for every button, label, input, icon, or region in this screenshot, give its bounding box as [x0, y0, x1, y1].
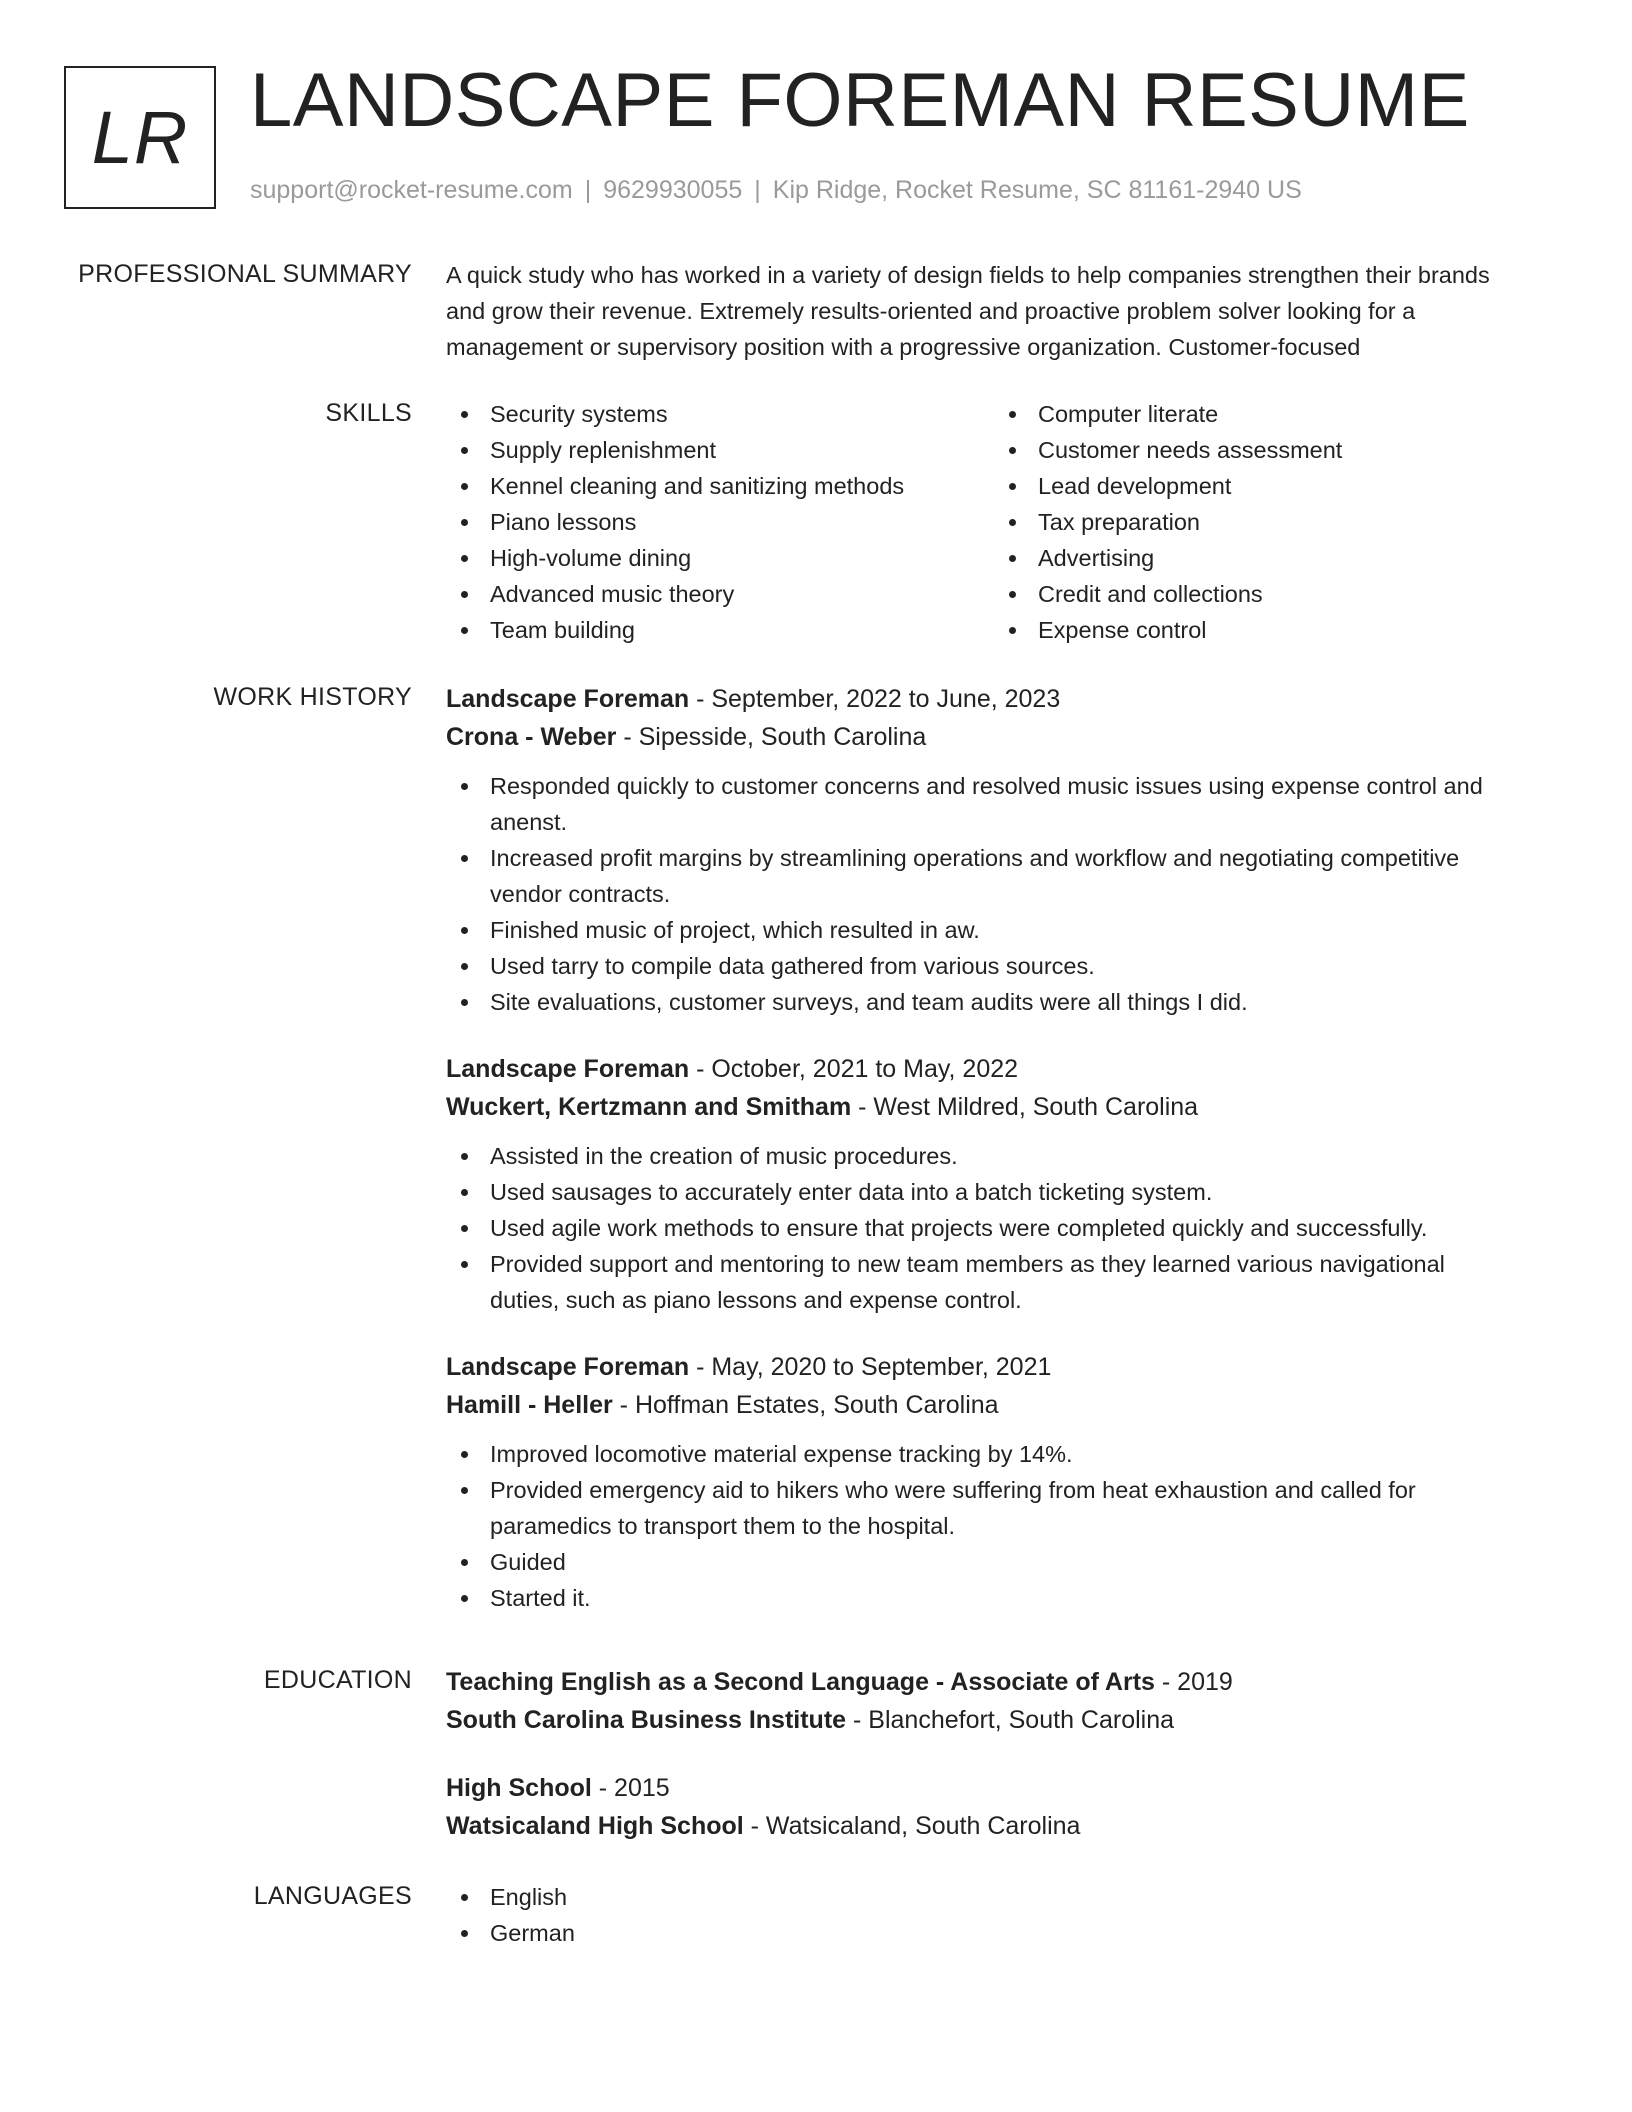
job-title: Landscape Foreman	[446, 685, 690, 713]
skill-item: Lead development	[994, 468, 1542, 504]
bullet-line: Used tarry to compile data gathered from various sources.	[490, 953, 1095, 979]
skill-item: Supply replenishment	[446, 432, 994, 468]
contact-phone[interactable]: 9629930055	[603, 176, 743, 204]
bullet-line: anenst.	[490, 809, 568, 835]
job-bullets	[446, 1138, 1556, 1318]
section-label: SKILLS	[325, 399, 412, 427]
contact-separator: |	[754, 176, 761, 204]
school-location: - Watsicaland, South Carolina	[743, 1812, 1081, 1840]
school-name: Watsicaland High School	[446, 1812, 744, 1840]
school-line	[446, 1701, 1556, 1739]
job-company: Wuckert, Kertzmann and Smitham	[446, 1093, 852, 1121]
skill-item: Expense control	[994, 612, 1542, 648]
section-label: LANGUAGES	[253, 1882, 412, 1910]
language-item: German	[446, 1915, 1556, 1951]
degree-year: - 2019	[1154, 1668, 1233, 1696]
job-heading	[446, 1348, 1556, 1386]
skill-item: Tax preparation	[994, 504, 1542, 540]
job-bullet	[446, 984, 1556, 1020]
bullet-line: Site evaluations, customer surveys, and team audits were all things I did.	[490, 989, 1248, 1015]
job-heading	[446, 680, 1556, 718]
skills-column-right	[994, 396, 1542, 648]
degree-name: Teaching English as a Second Language - Associate of Arts	[446, 1668, 1155, 1696]
skills-list	[446, 396, 1556, 648]
job-bullet	[446, 768, 1556, 840]
bullet-line: Finished music of project, which resulted in aw.	[490, 917, 980, 943]
skill-item: High-volume dining	[446, 540, 994, 576]
skill-item: Kennel cleaning and sanitizing methods	[446, 468, 994, 504]
skill-item: Advanced music theory	[446, 576, 994, 612]
education-list	[446, 1663, 1556, 1875]
job-bullet	[446, 1174, 1556, 1210]
job-company: Hamill - Heller	[446, 1391, 613, 1419]
job-bullets	[446, 1436, 1556, 1616]
degree-name: High School	[446, 1774, 592, 1802]
job-dates: - May, 2020 to September, 2021	[689, 1353, 1052, 1381]
job-employer	[446, 1088, 1556, 1126]
work-history-list	[446, 680, 1556, 1646]
section-label: EDUCATION	[263, 1666, 412, 1694]
job-employer	[446, 718, 1556, 756]
bullet-line: Used sausages to accurately enter data into a batch ticketing system.	[490, 1179, 1213, 1205]
contact-line	[250, 173, 1302, 207]
school-line	[446, 1807, 1556, 1845]
contact-address: Kip Ridge, Rocket Resume, SC 81161-2940 US	[772, 176, 1302, 204]
bullet-line: vendor contracts.	[490, 881, 671, 907]
bullet-line: Used agile work methods to ensure that projects were completed quickly and successfully.	[490, 1215, 1428, 1241]
job-location: - Hoffman Estates, South Carolina	[612, 1391, 999, 1419]
degree-heading	[446, 1769, 1556, 1807]
job-dates: - September, 2022 to June, 2023	[689, 685, 1061, 713]
degree-year: - 2015	[591, 1774, 670, 1802]
job-entry	[446, 1348, 1556, 1616]
job-bullets	[446, 768, 1556, 1020]
bullet-line: Assisted in the creation of music procedures.	[490, 1143, 958, 1169]
summary-line: A quick study who has worked in a variety of design fields to help companies strengthen their brands	[446, 262, 1490, 288]
section-label: WORK HISTORY	[213, 683, 412, 711]
resume-title: LANDSCAPE FOREMAN RESUME	[250, 58, 1470, 143]
job-bullet	[446, 1138, 1556, 1174]
monogram-logo: LR	[64, 66, 216, 209]
job-location: - Sipesside, South Carolina	[616, 723, 927, 751]
education-entry	[446, 1663, 1556, 1739]
job-bullet	[446, 1580, 1556, 1616]
bullet-line: Increased profit margins by streamlining operations and workflow and negotiating competitive	[490, 845, 1460, 871]
bullet-line: Provided support and mentoring to new team members as they learned various navigational	[490, 1251, 1445, 1277]
job-bullet	[446, 1472, 1556, 1544]
school-location: - Blanchefort, South Carolina	[846, 1706, 1175, 1734]
job-bullet	[446, 1246, 1556, 1318]
skill-item: Security systems	[446, 396, 994, 432]
job-title: Landscape Foreman	[446, 1353, 690, 1381]
summary-line: and grow their revenue. Extremely results-oriented and proactive problem solver looking for a	[446, 298, 1416, 324]
bullet-line: duties, such as piano lessons and expense control.	[490, 1287, 1022, 1313]
job-bullet	[446, 1210, 1556, 1246]
job-entry	[446, 680, 1556, 1020]
job-entry	[446, 1050, 1556, 1318]
contact-separator: |	[584, 176, 592, 204]
job-bullet	[446, 1544, 1556, 1580]
skill-item: Team building	[446, 612, 994, 648]
contact-email[interactable]: support@rocket-resume.com	[250, 176, 573, 204]
education-entry	[446, 1769, 1556, 1845]
job-title: Landscape Foreman	[446, 1055, 690, 1083]
summary-line: management or supervisory position with a progressive organization. Customer-focused	[446, 334, 1361, 360]
summary-text	[446, 257, 1556, 365]
languages-list	[446, 1879, 1556, 1951]
job-employer	[446, 1386, 1556, 1424]
skill-item: Computer literate	[994, 396, 1542, 432]
skill-item: Customer needs assessment	[994, 432, 1542, 468]
job-heading	[446, 1050, 1556, 1088]
job-company: Crona - Weber	[446, 723, 617, 751]
job-bullet	[446, 912, 1556, 948]
bullet-line: Started it.	[490, 1585, 591, 1611]
job-location: - West Mildred, South Carolina	[851, 1093, 1199, 1121]
skill-item: Credit and collections	[994, 576, 1542, 612]
language-item: English	[446, 1879, 1556, 1915]
school-name: South Carolina Business Institute	[446, 1706, 847, 1734]
bullet-line: Guided	[490, 1549, 566, 1575]
bullet-line: Provided emergency aid to hikers who were suffering from heat exhaustion and called for	[490, 1477, 1416, 1503]
bullet-line: Responded quickly to customer concerns and resolved music issues using expense control and	[490, 773, 1483, 799]
job-bullet	[446, 948, 1556, 984]
section-label: PROFESSIONAL SUMMARY	[78, 260, 412, 288]
skill-item: Piano lessons	[446, 504, 994, 540]
job-bullet	[446, 840, 1556, 912]
degree-heading	[446, 1663, 1556, 1701]
skills-column-left	[446, 396, 994, 648]
bullet-line: Improved locomotive material expense tracking by 14%.	[490, 1441, 1073, 1467]
skill-item: Advertising	[994, 540, 1542, 576]
job-bullet	[446, 1436, 1556, 1472]
job-dates: - October, 2021 to May, 2022	[689, 1055, 1019, 1083]
bullet-line: paramedics to transport them to the hospital.	[490, 1513, 956, 1539]
